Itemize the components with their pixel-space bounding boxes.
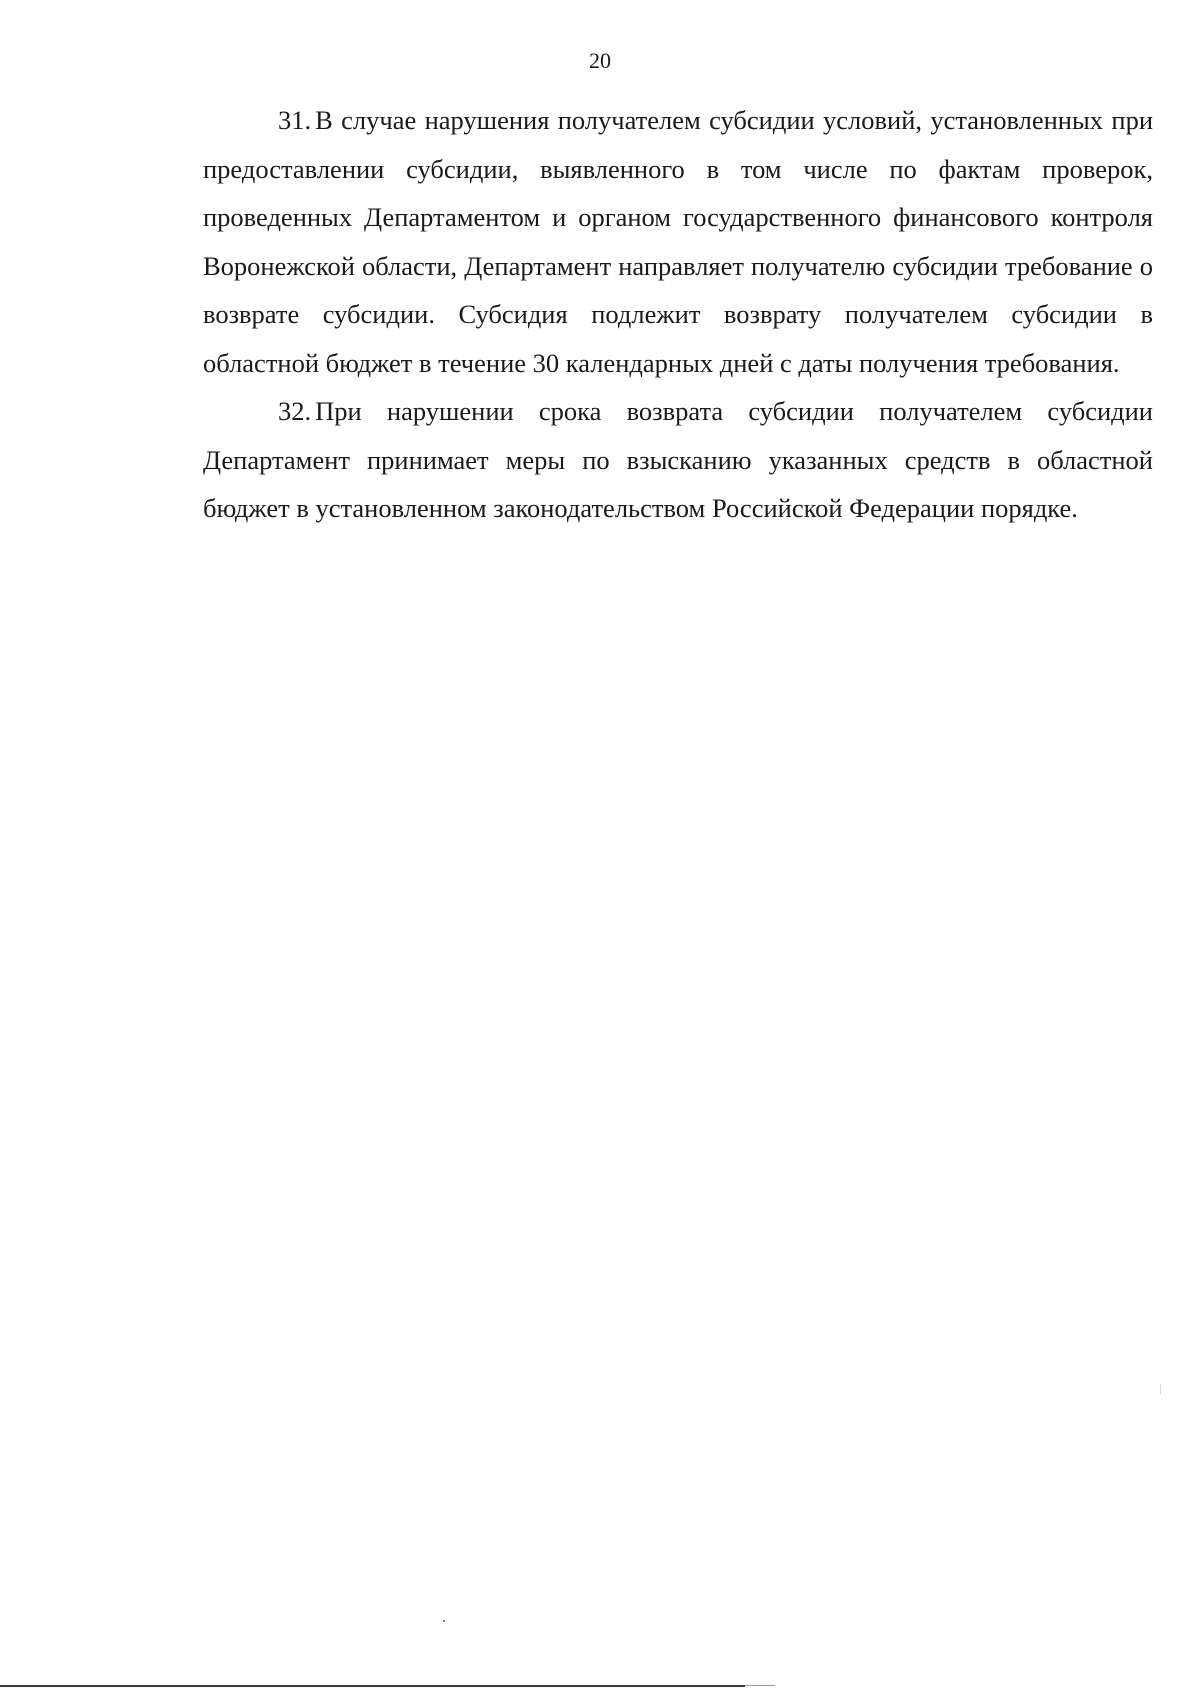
paragraph-32 — [203, 387, 1153, 533]
paragraph-number: 32. — [278, 396, 312, 426]
paragraph-number: 31. — [278, 105, 312, 135]
bottom-scan-line-tail — [745, 1685, 775, 1686]
bottom-scan-line — [0, 1685, 745, 1687]
document-body — [203, 96, 1153, 533]
paragraph-text: При нарушении срока возврата субсидии получателем субсидии Департамент принимает меры по взысканию указанных средств в областной бюджет в установленном законодательством Российской Федерации порядке. — [203, 396, 1153, 523]
page-number: 20 — [589, 48, 611, 73]
scan-speck — [443, 1620, 445, 1622]
paragraph-31 — [203, 96, 1153, 387]
paragraph-text: В случае нарушения получателем субсидии условий, установленных при предоставлении субсидии, выявленного в том числе по фактам проверок, проведенных Департаментом и органом государственного финансового контроля Воронежской области, Департамент направляет получателю субсидии требование о возврате субсидии. Субсидия подлежит возврату получателем субсидии в областной бюджет в течение 30 календарных дней с даты получения требования. — [203, 105, 1153, 378]
scan-edge-mark — [1160, 1384, 1161, 1394]
